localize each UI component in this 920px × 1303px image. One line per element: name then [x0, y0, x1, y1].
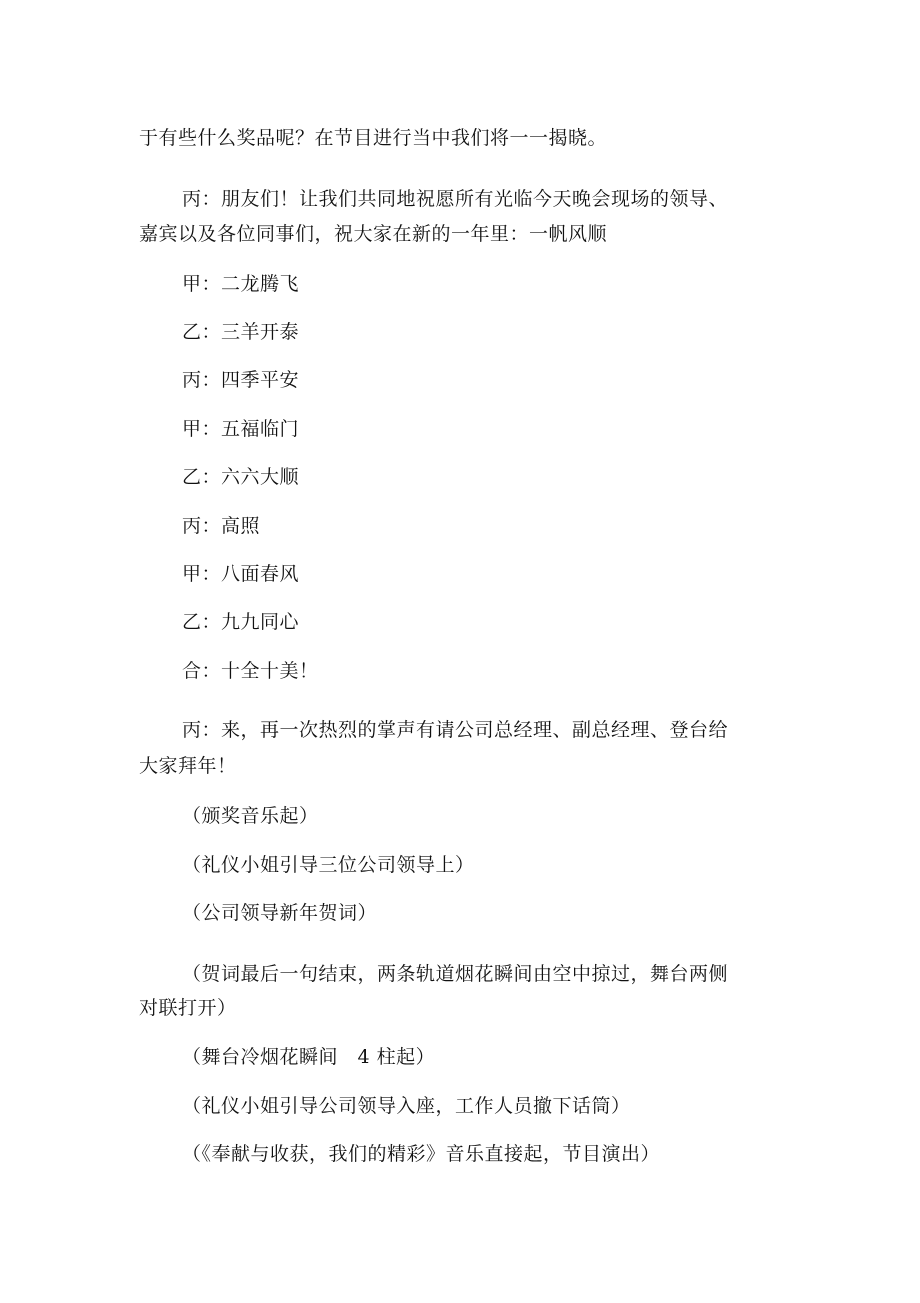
- text-line-jia-1: 甲：二龙腾飞: [182, 273, 300, 295]
- stage-direction-cold-fireworks: （舞台冷烟花瞬间 4 柱起）: [182, 1046, 436, 1068]
- text-line-yi-1: 乙：三羊开泰: [182, 321, 300, 343]
- stage-direction-hostess-lead: （礼仪小姐引导三位公司领导上）: [182, 854, 475, 876]
- stage-direction-award-music: （颁奖音乐起）: [182, 805, 319, 827]
- text-line-jia-3: 甲：八面春风: [182, 563, 300, 585]
- text-line-bing-wishes: 丙：朋友们！让我们共同地祝愿所有光临今天晚会现场的领导、: [182, 188, 729, 210]
- stage-direction-leader-speech: （公司领导新年贺词）: [182, 902, 378, 924]
- text-line-he: 合：十全十美！: [182, 660, 319, 682]
- stage-direction-program-start: （《奉献与收获，我们的精彩》音乐直接起，节目演出）: [182, 1143, 661, 1165]
- stage-direction-fireworks-cont: 对联打开）: [139, 997, 237, 1019]
- text-line-bing-invite-cont: 大家拜年！: [139, 755, 237, 777]
- text-line-prizes-reveal: 于有些什么奖品呢？在节目进行当中我们将一一揭晓。: [139, 127, 608, 149]
- text-line-bing-invite: 丙：来，再一次热烈的掌声有请公司总经理、副总经理、登台给: [182, 719, 729, 741]
- text-line-bing-2: 丙：高照: [182, 515, 261, 537]
- text-line-jia-2: 甲：五福临门: [182, 418, 300, 440]
- text-line-yi-2: 乙：六六大顺: [182, 466, 300, 488]
- stage-direction-fireworks: （贺词最后一句结束，两条轨道烟花瞬间由空中掠过，舞台两侧: [182, 963, 729, 985]
- text-line-bing-1: 丙：四季平安: [182, 369, 300, 391]
- text-line-bing-wishes-cont: 嘉宾以及各位同事们，祝大家在新的一年里：一帆风顺: [139, 223, 608, 245]
- text-line-yi-3: 乙：九九同心: [182, 611, 300, 633]
- stage-direction-leaders-seated: （礼仪小姐引导公司领导入座，工作人员撤下话筒）: [182, 1095, 631, 1117]
